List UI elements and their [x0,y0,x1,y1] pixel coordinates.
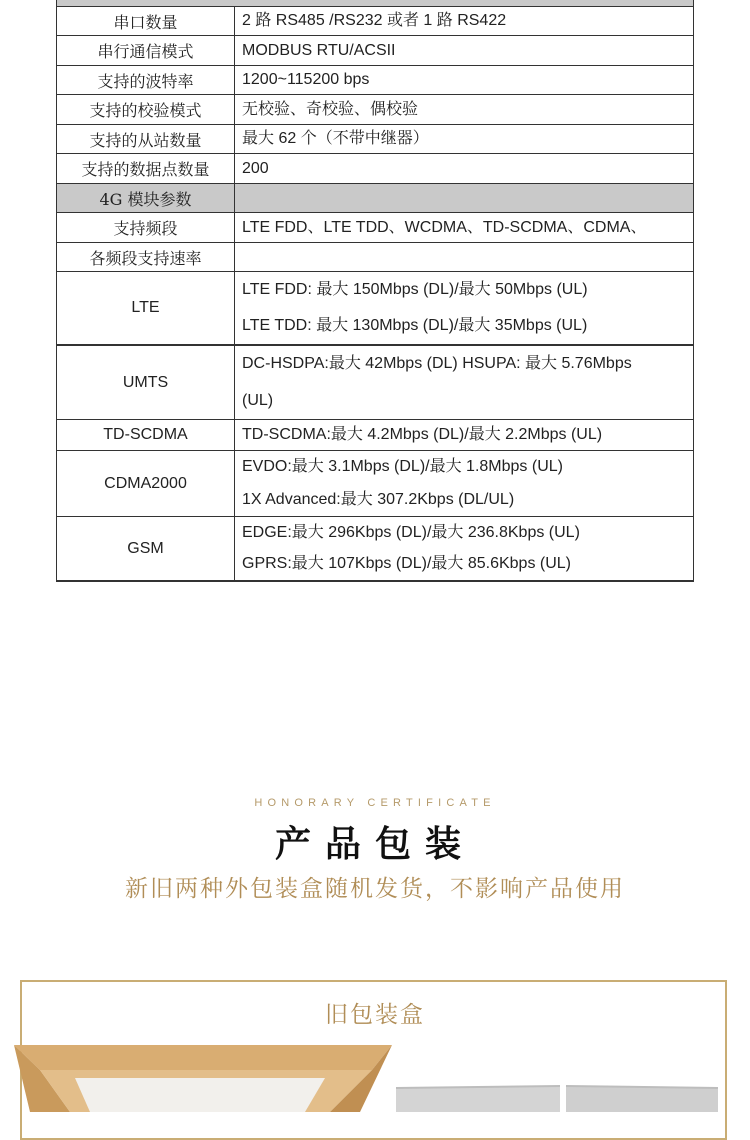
table-row [56,7,694,36]
section-label: 4G 模块参数 [57,184,235,212]
table-row [56,420,694,451]
gray-box-right [566,1086,718,1112]
table-row [56,243,694,272]
table-row [56,95,694,125]
row-value: EVDO:最大 3.1Mbps (DL)/最大 1.8Mbps (UL) 1X Advanced:最大 307.2Kbps (DL/UL) [242,458,563,508]
row-label: 支持的波特率 [57,66,235,94]
box-panel [75,1078,325,1112]
row-label: 串口数量 [57,7,235,35]
table-row [56,451,694,517]
row-label: 支持的数据点数量 [57,154,235,183]
table-row [56,517,694,582]
box-flap-back [14,1045,392,1070]
row-label: 支持频段 [57,213,235,242]
row-value: 1200~115200 bps [242,71,370,88]
old-box-label: 旧包装盒 [325,1002,425,1028]
row-value: LTE FDD: 最大 150Mbps (DL)/最大 50Mbps (UL) LTE TDD: 最大 130Mbps (DL)/最大 35Mbps (UL) [242,281,588,334]
section-subtitle: 新旧两种外包装盒随机发货，不影响产品使用 [125,876,625,902]
table-header-strip [56,0,694,7]
row-value [235,243,693,271]
table-row [56,213,694,243]
table-row [56,125,694,154]
row-value: 200 [242,159,269,177]
section-eyebrow: HONORARY CERTIFICATE [254,797,496,809]
row-label: GSM [57,517,235,580]
row-value: LTE FDD、LTE TDD、WCDMA、TD-SCDMA、CDMA、 [242,218,647,236]
section-row-4g [56,184,694,213]
row-label: 支持的从站数量 [57,125,235,153]
table-row [56,346,694,420]
row-value: EDGE:最大 296Kbps (DL)/最大 236.8Kbps (UL) GPRS:最大 107Kbps (DL)/最大 85.6Kbps (UL) [242,523,580,573]
row-value: 无校验、奇校验、偶校验 [242,100,419,118]
row-label: 支持的校验模式 [57,95,235,124]
gray-box-left [396,1086,560,1112]
section-title: 产品包装 [274,824,475,865]
row-value [235,184,693,212]
table-row [56,36,694,66]
row-value: TD-SCDMA:最大 4.2Mbps (DL)/最大 2.2Mbps (UL) [242,426,603,443]
row-label: CDMA2000 [57,451,235,516]
row-label: 各频段支持速率 [57,243,235,271]
row-value: 最大 62 个（不带中继器） [242,130,429,147]
table-row [56,66,694,95]
row-value: DC-HSDPA:最大 42Mbps (DL) HSUPA: 最大 5.76Mbps (UL) [242,355,632,409]
cardboard-box-image [0,1040,750,1112]
row-value: MODBUS RTU/ACSII [242,41,396,59]
row-label: LTE [57,272,235,344]
table-row [56,272,694,346]
table-row [56,154,694,184]
row-label: 串行通信模式 [57,36,235,65]
row-value: 2 路 RS485 /RS232 或者 1 路 RS422 [242,12,507,29]
row-label: TD-SCDMA [57,420,235,450]
row-label: UMTS [57,346,235,419]
